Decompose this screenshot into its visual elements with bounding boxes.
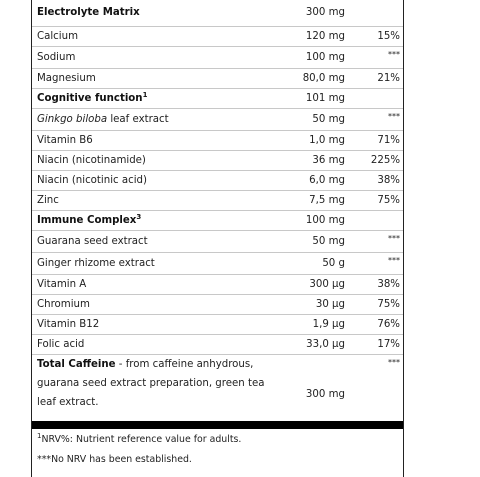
table-row bbox=[32, 211, 403, 231]
ingredient-nrv bbox=[350, 0, 403, 27]
ingredient-nrv: 75% bbox=[350, 191, 403, 211]
ingredient-amount: 36 mg bbox=[284, 151, 350, 171]
ingredient-amount: 30 µg bbox=[284, 295, 350, 315]
table-row bbox=[32, 253, 403, 275]
ingredient-name: Folic acid bbox=[32, 335, 284, 355]
table-row bbox=[32, 191, 403, 211]
ingredient-nrv: *** bbox=[350, 231, 403, 253]
table-row bbox=[32, 89, 403, 109]
ingredient-amount: 300 µg bbox=[284, 275, 350, 295]
ingredient-name: Immune Complex$^3$ bbox=[32, 211, 284, 231]
ingredient-name: Zinc bbox=[32, 191, 284, 211]
separator-bar bbox=[32, 421, 403, 429]
ingredient-name: Ginger rhizome extract bbox=[32, 253, 284, 275]
ingredient-nrv bbox=[350, 89, 403, 109]
ingredient-name: Niacin (nicotinic acid) bbox=[32, 171, 284, 191]
ingredient-nrv: 76% bbox=[350, 315, 403, 335]
table-row bbox=[32, 0, 403, 27]
table-row bbox=[32, 295, 403, 315]
ingredient-name: Electrolyte Matrix bbox=[37, 7, 140, 18]
ingredient-nrv: *** bbox=[350, 109, 403, 131]
ingredient-nrv bbox=[350, 211, 403, 231]
table-row bbox=[32, 47, 403, 69]
footnote-nrv: $^1$NRV%: Nutrient reference value for adults. bbox=[37, 432, 242, 445]
table-row bbox=[32, 275, 403, 295]
table-row bbox=[32, 151, 403, 171]
footnote-no-nrv: ***No NRV has been established. bbox=[37, 454, 192, 465]
ingredient-nrv: *** bbox=[350, 253, 403, 275]
ingredient-amount: 50 g bbox=[284, 253, 350, 275]
ingredient-nrv: *** bbox=[350, 47, 403, 69]
ingredient-name: Calcium bbox=[32, 27, 284, 47]
ingredient-amount: 101 mg bbox=[284, 89, 350, 109]
ingredient-name: Niacin (nicotinamide) bbox=[32, 151, 284, 171]
table-row bbox=[32, 27, 403, 47]
table-row bbox=[32, 171, 403, 191]
table-row bbox=[32, 315, 403, 335]
ingredient-nrv: 71% bbox=[350, 131, 403, 151]
table-row bbox=[32, 335, 403, 355]
ingredient-amount: 100 mg bbox=[284, 211, 350, 231]
ingredient-name: Cognitive function$^1$ bbox=[32, 89, 284, 109]
ingredient-amount: 50 mg bbox=[284, 231, 350, 253]
ingredient-nrv: 17% bbox=[350, 335, 403, 355]
ingredient-amount: 7,5 mg bbox=[284, 191, 350, 211]
ingredient-amount: 6,0 mg bbox=[284, 171, 350, 191]
ingredient-nrv: 38% bbox=[350, 171, 403, 191]
caffeine-amount: 300 mg bbox=[284, 355, 350, 434]
table-row bbox=[32, 131, 403, 151]
ingredient-name: Chromium bbox=[32, 295, 284, 315]
ingredient-amount: 33,0 µg bbox=[284, 335, 350, 355]
caffeine-nrv: *** bbox=[350, 355, 403, 434]
ingredient-nrv: 21% bbox=[350, 69, 403, 89]
ingredient-amount: 120 mg bbox=[284, 27, 350, 47]
ingredient-name: Vitamin A bbox=[32, 275, 284, 295]
table-row bbox=[32, 231, 403, 253]
ingredient-amount: 300 mg bbox=[305, 7, 345, 18]
ingredient-nrv: 225% bbox=[350, 151, 403, 171]
ingredient-name: Vitamin B12 bbox=[32, 315, 284, 335]
ingredient-name: Magnesium bbox=[32, 69, 284, 89]
ingredient-amount: 50 mg bbox=[284, 109, 350, 131]
ingredient-name: Guarana seed extract bbox=[32, 231, 284, 253]
table-row bbox=[32, 109, 403, 131]
ingredient-name: Vitamin B6 bbox=[32, 131, 284, 151]
ingredient-name: Sodium bbox=[32, 47, 284, 69]
ingredient-nrv: 15% bbox=[350, 27, 403, 47]
ingredient-amount: 80,0 mg bbox=[284, 69, 350, 89]
ingredient-name: Ginkgo biloba leaf extract bbox=[32, 109, 284, 131]
ingredient-nrv: 75% bbox=[350, 295, 403, 315]
nutrition-table bbox=[32, 0, 403, 433]
ingredient-amount: 1,9 µg bbox=[284, 315, 350, 335]
ingredient-amount: 1,0 mg bbox=[284, 131, 350, 151]
ingredient-nrv: 38% bbox=[350, 275, 403, 295]
nutrition-panel bbox=[31, 0, 404, 477]
table-row bbox=[32, 69, 403, 89]
caffeine-description: Total Caffeine - from caffeine anhydrous, guarana seed extract preparation, green tea leaf extract. bbox=[32, 355, 284, 434]
ingredient-amount: 100 mg bbox=[284, 47, 350, 69]
